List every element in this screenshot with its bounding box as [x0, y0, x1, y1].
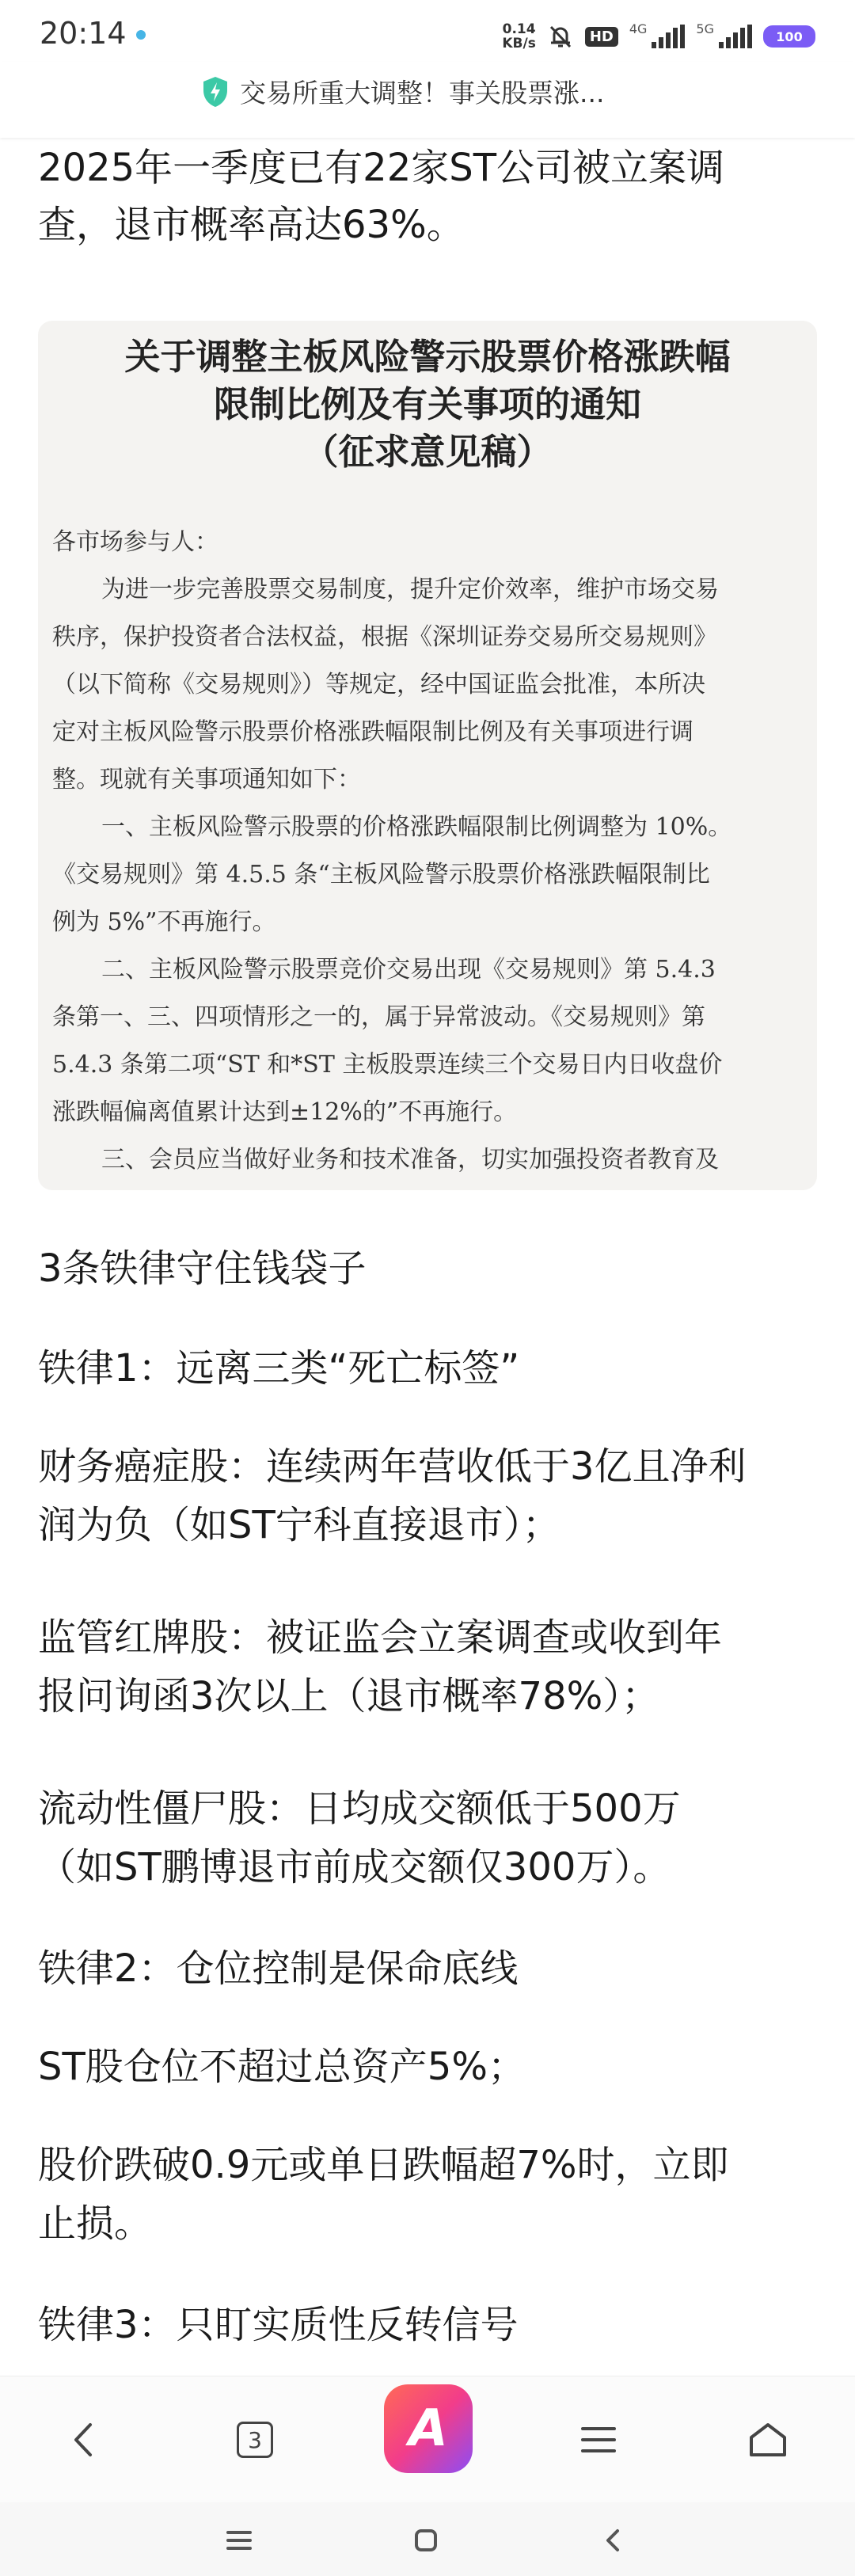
hd-badge: HD — [585, 27, 618, 47]
tabs-button[interactable] — [223, 2408, 287, 2471]
status-bar — [0, 0, 855, 70]
home-icon — [747, 2420, 789, 2460]
signal-bars-icon — [719, 25, 752, 48]
document-line: 《交易规则》第 4.5.5 条“主板风险警示股票价格涨跌幅限制比 — [52, 861, 710, 888]
status-icons — [502, 21, 815, 52]
clock: 20:14 — [40, 16, 127, 51]
page-title: 交易所重大调整！事关股票涨... — [240, 78, 605, 108]
home-button[interactable] — [736, 2408, 800, 2471]
paragraph-line: 股价跌破0.9元或单日跌幅超7%时，立即 — [38, 2143, 729, 2187]
recents-button[interactable] — [215, 2517, 263, 2564]
document-line: 定对主板风险警示股票价格涨跌幅限制比例及有关事项进行调 — [52, 718, 694, 746]
speed-unit: KB/s — [502, 36, 536, 51]
intro-line-2: 查，退市概率高达63%。 — [38, 203, 465, 247]
document-line: 二、主板风险警示股票竞价交易出现《交易规则》第 5.4.3 — [101, 956, 716, 984]
intro-line-1: 2025年一季度已有22家ST公司被立案调 — [38, 146, 725, 190]
section-heading: 铁律2：仓位控制是保命底线 — [38, 1946, 519, 1991]
document-body — [52, 519, 812, 1184]
network-4g-label: 4G — [629, 21, 648, 36]
network-speed — [502, 22, 535, 51]
paragraph-line: （如ST鹏博退市前成交额仅300万）。 — [38, 1845, 671, 1889]
menu-icon — [580, 2424, 618, 2456]
document-line: 5.4.3 条第二项“ST 和*ST 主板股票连续三个交易日内日收盘价 — [52, 1051, 723, 1079]
document-line: 条第一、三、四项情形之一的，属于异常波动。《交易规则》第 — [52, 1003, 705, 1031]
speed-value: 0.14 — [502, 21, 536, 37]
menu-button[interactable] — [567, 2408, 630, 2471]
document-line: 一、主板风险警示股票的价格涨跌幅限制比例调整为 10%。 — [101, 813, 732, 841]
document-title-line: （征求意见稿） — [302, 431, 553, 473]
bottom-nav — [0, 2376, 855, 2503]
section-heading: 铁律3：只盯实质性反转信号 — [38, 2303, 519, 2347]
app-logo-icon: A — [408, 2399, 448, 2458]
home-square-icon — [413, 2528, 439, 2553]
system-back-button[interactable] — [589, 2517, 636, 2564]
signal-bars-icon — [652, 25, 685, 48]
document-line: 涨跌幅偏离值累计达到±12%的”不再施行。 — [52, 1098, 518, 1126]
paragraph-line: ST股仓位不超过总资产5%； — [38, 2045, 526, 2089]
notification-dot-icon — [136, 30, 146, 40]
shield-icon — [202, 76, 229, 108]
document-line: 三、会员应当做好业务和技术准备，切实加强投资者教育及 — [101, 1146, 719, 1174]
section-heading: 3条铁律守住钱袋子 — [38, 1246, 367, 1291]
page-title-bar[interactable] — [0, 62, 855, 138]
document-title — [38, 333, 817, 476]
system-home-button[interactable] — [402, 2517, 450, 2564]
mute-bell-icon — [547, 23, 574, 50]
back-button[interactable] — [52, 2408, 116, 2471]
back-triangle-icon — [603, 2528, 622, 2553]
back-arrow-icon — [68, 2420, 100, 2460]
document-line: （以下简称《交易规则》）等规定，经中国证监会批准，本所决 — [52, 671, 705, 698]
battery-level: 100 — [763, 25, 815, 48]
system-navigation-bar — [0, 2502, 855, 2576]
battery-icon — [763, 25, 815, 48]
document-image[interactable] — [38, 321, 817, 1190]
document-line: 例为 5%”不再施行。 — [52, 908, 276, 936]
tabs-icon: 3 — [237, 2422, 273, 2458]
recents-icon — [225, 2528, 253, 2552]
paragraph-line: 止损。 — [38, 2201, 153, 2246]
document-title-line: 限制比例及有关事项的通知 — [213, 383, 641, 425]
paragraph-line: 财务癌症股：连续两年营收低于3亿且净利 — [38, 1444, 747, 1489]
paragraph-line: 润为负（如ST宁科直接退市）； — [38, 1503, 560, 1547]
document-line: 秩序，保护投资者合法权益，根据《深圳证券交易所交易规则》 — [52, 623, 717, 651]
app-logo-button[interactable] — [384, 2384, 473, 2473]
document-line: 整。现就有关事项通知如下： — [52, 766, 361, 793]
document-greeting: 各市场参与人： — [52, 528, 218, 556]
paragraph-line: 流动性僵尸股：日均成交额低于500万 — [38, 1786, 681, 1831]
paragraph-line: 监管红牌股：被证监会立案调查或收到年 — [38, 1615, 723, 1660]
document-line: 为进一步完善股票交易制度，提升定价效率，维护市场交易 — [101, 576, 719, 603]
paragraph-line: 报问询函3次以上（退市概率78%）； — [38, 1674, 660, 1718]
section-heading: 铁律1：远离三类“死亡标签” — [38, 1346, 520, 1391]
network-5g-label: 5G — [696, 21, 714, 36]
document-title-line: 关于调整主板风险警示股票价格涨跌幅 — [124, 336, 731, 378]
